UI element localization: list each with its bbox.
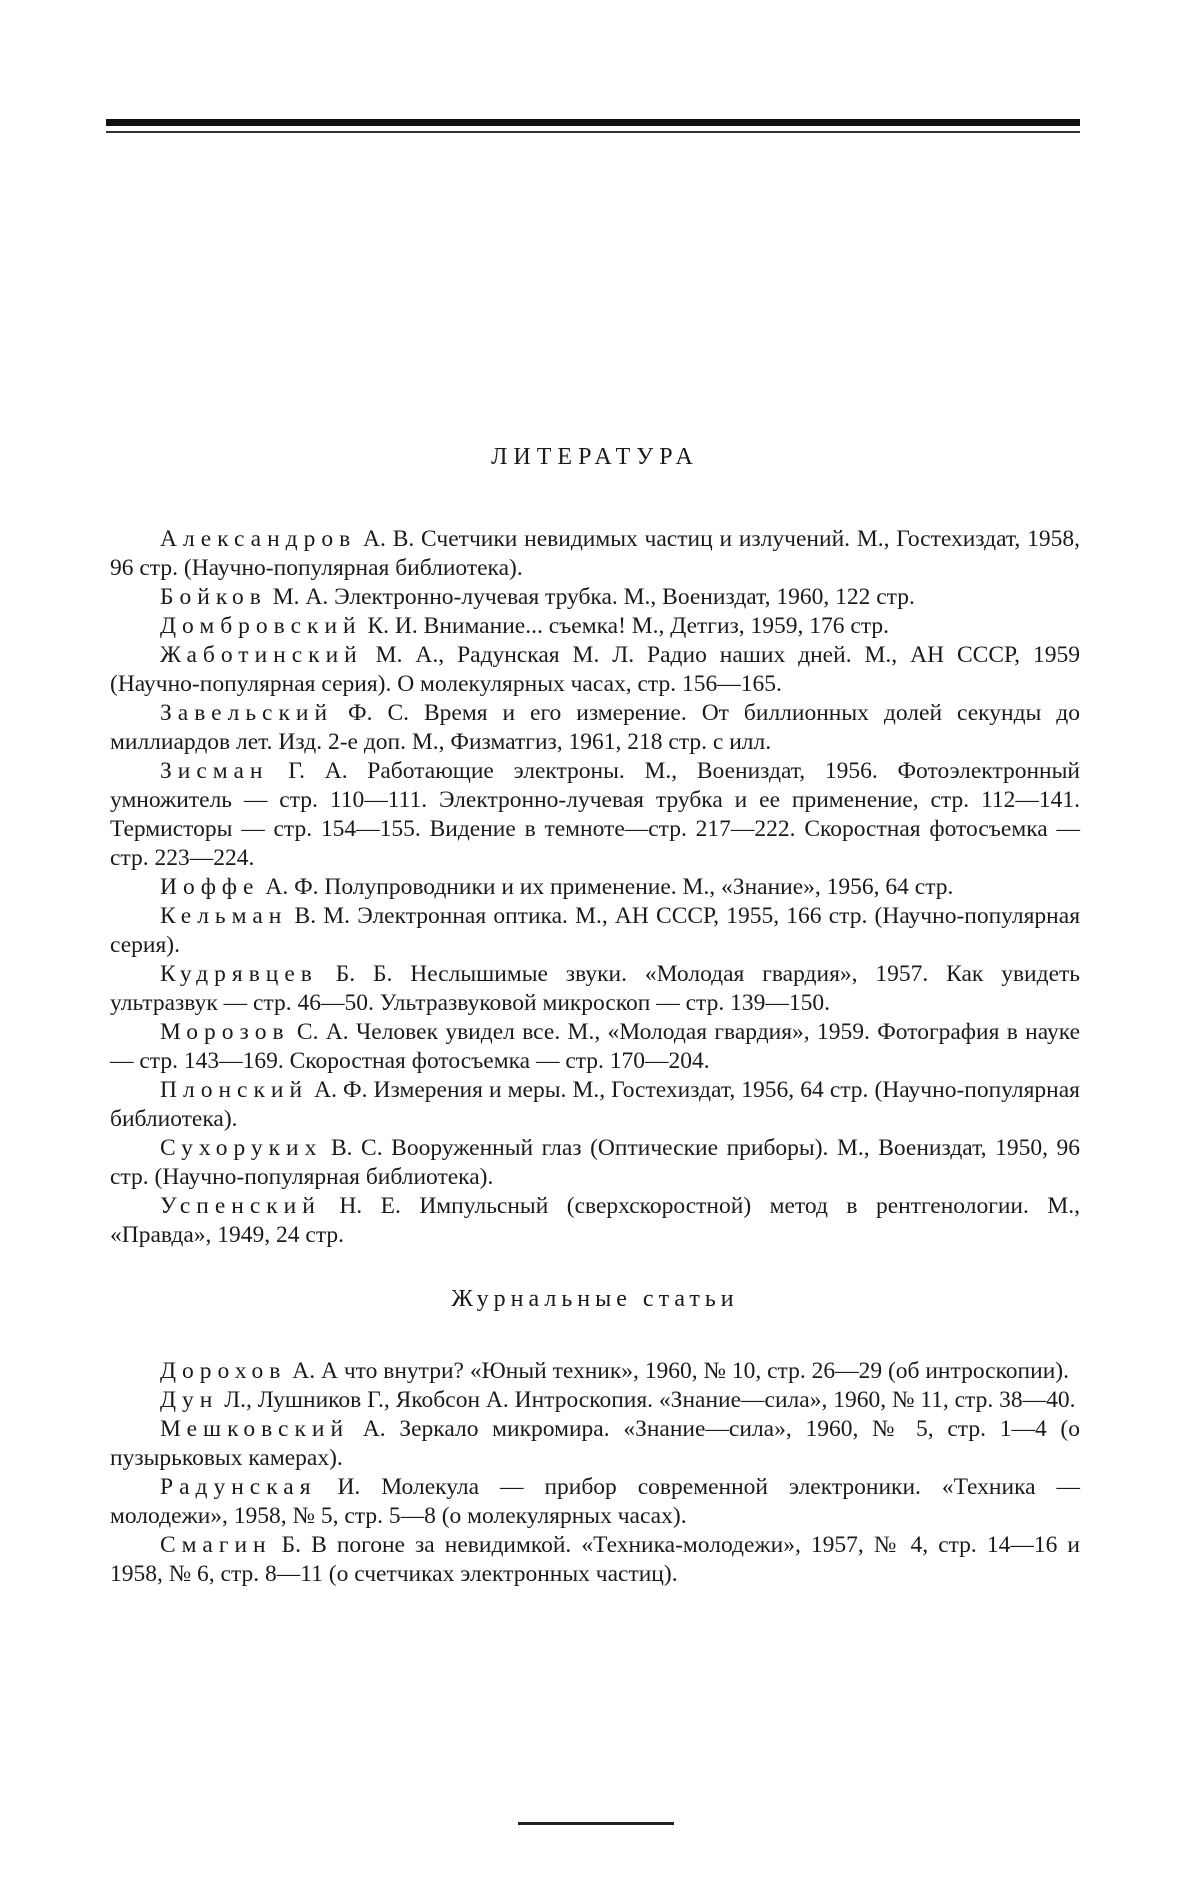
book-entry (110, 1018, 1080, 1076)
book-list (110, 525, 1080, 1250)
book-entry (110, 902, 1080, 960)
entry-text: Б. В погоне за невидимкой. «Техника-молодежи», 1957, № 4, стр. 14—16 и 1958, № 6, стр. 8—11 (о счетчиках электронных частиц). (110, 1532, 1080, 1587)
journal-entry (110, 1386, 1080, 1415)
entry-text: А. Зеркало микромира. «Знание—сила», 1960, № 5, стр. 1—4 (о пузырьковых камерах). (110, 1416, 1080, 1471)
book-entry (110, 873, 1080, 902)
entry-author: Бойков (160, 584, 267, 610)
journal-list (110, 1357, 1080, 1589)
entry-text: А. В. Счетчики невидимых частиц и излучений. М., Гостехиздат, 1958, 96 стр. (Научно-популярная библиотека). (110, 526, 1080, 581)
entry-text: Б. Б. Неслышимые звуки. «Молодая гвардия», 1957. Как увидеть ультразвук — стр. 46—50. Ультразвуковой микроскоп — стр. 139—150. (110, 961, 1080, 1016)
book-entry (110, 1192, 1080, 1250)
book-entry (110, 1134, 1080, 1192)
entry-text: В. С. Вооруженный глаз (Оптические приборы). М., Воениздат, 1950, 96 стр. (Научно-популярная библиотека). (110, 1135, 1080, 1190)
page-content (110, 444, 1080, 1589)
section-title: ЛИТЕРАТУРА (491, 444, 699, 470)
top-rule (106, 119, 1080, 126)
entry-author: Иоффе (160, 874, 260, 900)
book-entry (110, 583, 1080, 612)
entry-text: Л., Лушников Г., Якобсон А. Интроскопия. «Знание—сила», 1960, № 11, стр. 38—40. (218, 1387, 1076, 1413)
entry-text: М. А., Радунская М. Л. Радио наших дней. М., АН СССР, 1959 (Научно-популярная серия). О молекулярных часах, стр. 156—165. (110, 642, 1080, 697)
book-entry (110, 525, 1080, 583)
top-rule-thin (106, 131, 1080, 133)
entry-author: Сухоруких (160, 1135, 323, 1161)
entry-text: А. А что внутри? «Юный техник», 1960, № 10, стр. 26—29 (об интроскопии). (286, 1358, 1069, 1384)
entry-author: Плонский (160, 1077, 309, 1103)
entry-text: М. А. Электронно-лучевая трубка. М., Воениздат, 1960, 122 стр. (266, 584, 915, 610)
entry-author: Смагин (160, 1532, 272, 1558)
entry-author: Успенский (160, 1193, 321, 1219)
entry-text: К. И. Внимание... съемка! М., Детгиз, 1959, 176 стр. (361, 613, 890, 639)
entry-author: Кудрявцев (160, 961, 318, 987)
entry-author: Завельский (160, 700, 334, 726)
entry-text: Ф. С. Время и его измерение. От биллионных долей секунды до миллиардов лет. Изд. 2-е доп. М., Физматгиз, 1961, 218 стр. с илл. (110, 700, 1080, 755)
book-entry (110, 699, 1080, 757)
book-entry (110, 757, 1080, 873)
entry-author: Кельман (160, 903, 288, 929)
entry-author: Домбровский (160, 613, 362, 639)
entry-text: Н. Е. Импульсный (сверхскоростной) метод в рентгенологии. М., «Правда», 1949, 24 стр. (110, 1193, 1080, 1248)
entry-text: И. Молекула — прибор современной электроники. «Техника — молодежи», 1958, № 5, стр. 5—8 (о молекулярных часах). (110, 1474, 1080, 1529)
entry-author: Дун (160, 1387, 219, 1413)
book-entry (110, 1076, 1080, 1134)
entry-text: А. Ф. Полупроводники и их применение. М., «Знание», 1956, 64 стр. (259, 874, 954, 900)
bottom-rule (518, 1822, 674, 1825)
book-entry (110, 960, 1080, 1018)
entry-text: С. А. Человек увидел все. М., «Молодая гвардия», 1959. Фотография в науке — стр. 143—169. Скоростная фотосъемка — стр. 170—204. (110, 1019, 1080, 1074)
journal-entry (110, 1415, 1080, 1473)
entry-author: Радунская (160, 1474, 317, 1500)
entry-author: Морозов (160, 1019, 290, 1045)
book-entry (110, 612, 1080, 641)
book-entry (110, 641, 1080, 699)
entry-text: А. Ф. Измерения и меры. М., Гостехиздат, 1956, 64 стр. (Научно-популярная библиотека). (110, 1077, 1080, 1132)
entry-text: В. М. Электронная оптика. М., АН СССР, 1955, 166 стр. (Научно-популярная серия). (110, 903, 1080, 958)
entry-author: Мешковский (160, 1416, 350, 1442)
journal-section-title: Журнальные статьи (451, 1286, 739, 1312)
journal-entry (110, 1531, 1080, 1589)
entry-author: Дорохов (160, 1358, 287, 1384)
entry-author: Жаботинский (160, 642, 363, 668)
journal-entry (110, 1473, 1080, 1531)
journal-entry (110, 1357, 1080, 1386)
entry-author: Александров (160, 526, 357, 552)
entry-text: Г. А. Работающие электроны. М., Воениздат, 1956. Фотоэлектронный умножитель — стр. 110—111. Электронно-лучевая трубка и ее применение, стр. 112—141. Термисторы — стр. 154—155. Видение в темноте—стр. 217—222. Скоростная фотосъемка — стр. 223—224. (110, 758, 1080, 871)
entry-author: Зисман (160, 758, 269, 784)
